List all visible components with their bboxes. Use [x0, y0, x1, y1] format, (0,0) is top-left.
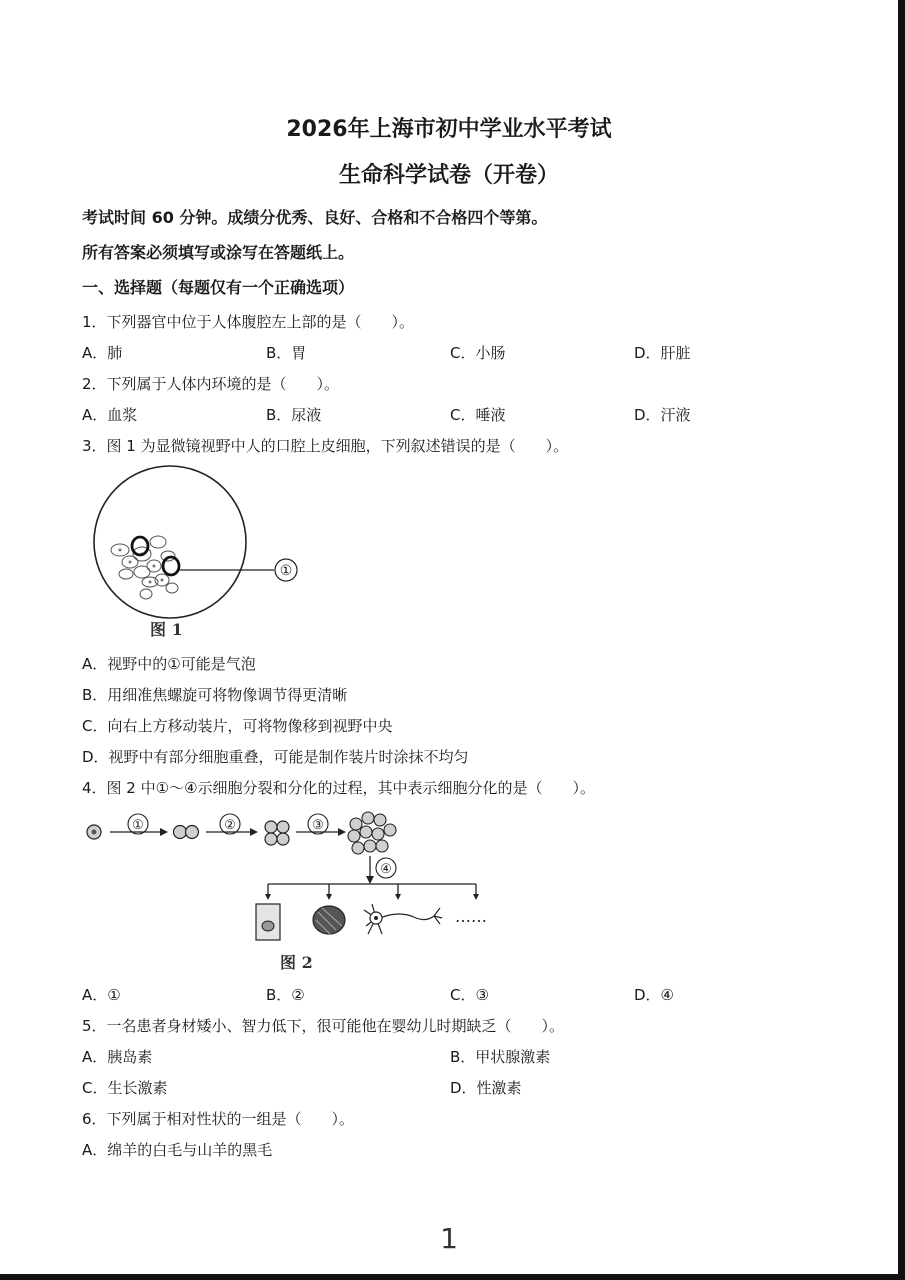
question-4-option-d: D．④ — [634, 986, 674, 1004]
figure-1-label: 图 1 — [150, 620, 183, 639]
question-5-option-d: D．性激素 — [450, 1079, 522, 1097]
question-4-option-a: A．① — [82, 986, 121, 1004]
step-1-label: ① — [132, 818, 144, 833]
figure-1-marker: ① — [279, 563, 293, 579]
question-3-option-d: D．视野中有部分细胞重叠，可能是制作装片时涂抹不均匀 — [82, 748, 469, 766]
question-5-stem: 5．一名患者身材矮小、智力低下，很可能他在婴幼儿时期缺乏（ ）。 — [82, 1017, 565, 1035]
question-1-option-c: C．小肠 — [450, 344, 506, 362]
question-2-stem: 2．下列属于人体内环境的是（ ）。 — [82, 375, 340, 393]
question-3-option-b: B．用细准焦螺旋可将物像调节得更清晰 — [82, 686, 348, 704]
question-2-option-a: A．血浆 — [82, 406, 138, 424]
exam-subtitle: 生命科学试卷（开卷） — [338, 163, 559, 188]
question-1-stem: 1．下列器官中位于人体腹腔左上部的是（ ）。 — [82, 313, 415, 331]
question-2-option-c: C．唾液 — [450, 406, 506, 424]
step-3-label: ③ — [312, 818, 324, 833]
figure-2-ellipsis: …… — [455, 907, 487, 926]
question-4-option-c: C．③ — [450, 986, 489, 1004]
scan-edge-bottom — [0, 1274, 905, 1280]
question-1-option-a: A．肺 — [82, 344, 123, 362]
section-heading: 一、选择题（每题仅有一个正确选项） — [82, 278, 355, 297]
question-1-option-b: B．胃 — [266, 344, 307, 362]
question-6-stem: 6．下列属于相对性状的一组是（ ）。 — [82, 1110, 355, 1128]
instruction-line-1: 考试时间 60 分钟。成绩分优秀、良好、合格和不合格四个等第。 — [82, 208, 548, 227]
question-3-stem: 3．图 1 为显微镜视野中人的口腔上皮细胞，下列叙述错误的是（ ）。 — [82, 437, 569, 455]
instruction-line-2: 所有答案必须填写或涂写在答题纸上。 — [82, 243, 355, 262]
question-4-stem: 4．图 2 中①～④示细胞分裂和分化的过程，其中表示细胞分化的是（ ）。 — [82, 779, 596, 797]
question-5-option-a: A．胰岛素 — [82, 1048, 153, 1066]
question-5-option-b: B．甲状腺激素 — [450, 1048, 551, 1066]
question-5-option-c: C．生长激素 — [82, 1079, 168, 1097]
question-1-option-d: D．肝脏 — [634, 344, 691, 362]
question-6-option-a: A．绵羊的白毛与山羊的黑毛 — [82, 1141, 273, 1159]
exam-title: 2026年上海市初中学业水平考试 — [286, 117, 612, 142]
figure-2-cell-division-diagram — [80, 806, 520, 976]
step-4-label: ④ — [380, 862, 392, 877]
question-4-option-b: B．② — [266, 986, 305, 1004]
question-3-option-c: C．向右上方移动装片，可将物像移到视野中央 — [82, 717, 393, 735]
figure-2-label: 图 2 — [280, 953, 313, 972]
scan-edge-right — [898, 0, 905, 1280]
question-3-option-a: A．视野中的①可能是气泡 — [82, 655, 256, 673]
question-2-option-d: D．汗液 — [634, 406, 691, 424]
step-2-label: ② — [224, 818, 236, 833]
question-2-option-b: B．尿液 — [266, 406, 322, 424]
page-number: 1 — [440, 1222, 458, 1255]
figure-1-microscope-view — [82, 462, 322, 642]
